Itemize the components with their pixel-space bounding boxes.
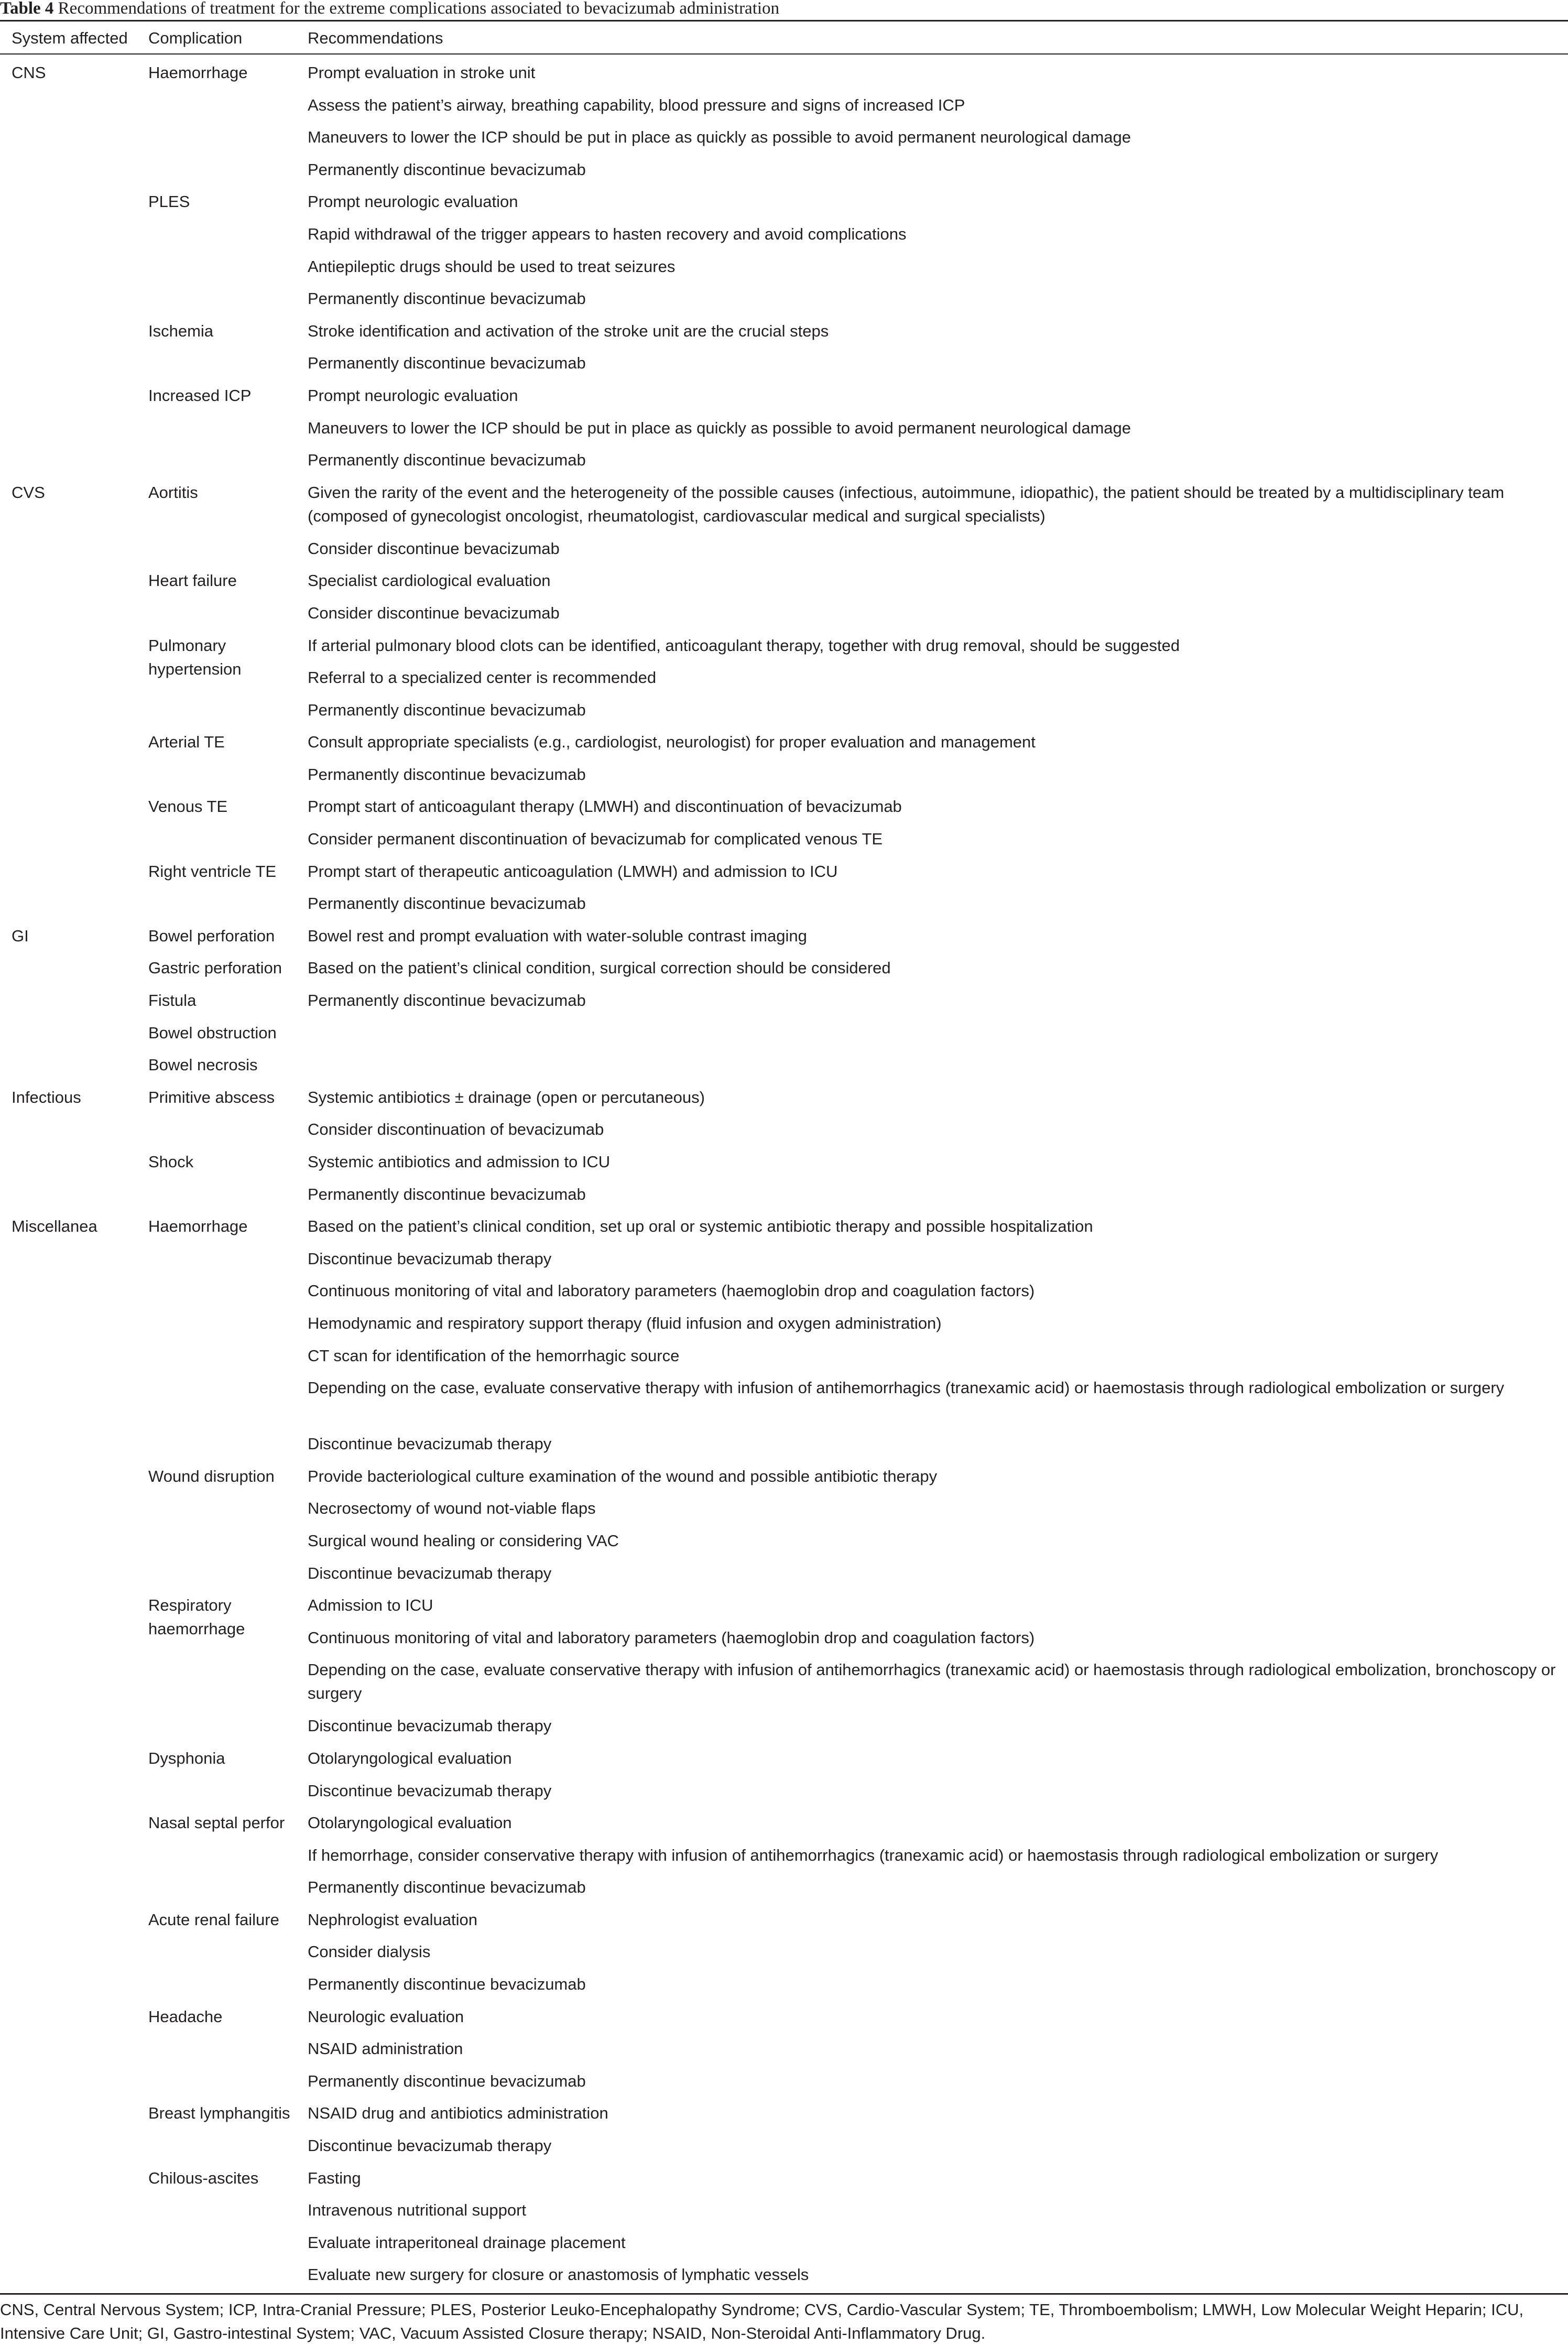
cell-recommendation: Discontinue bevacizumab therapy [308, 2136, 552, 2155]
cell-recommendation: Admission to ICU [308, 1596, 433, 1615]
table-row [0, 1460, 1568, 1493]
cell-complication: Primitive abscess [148, 1088, 275, 1106]
table-row [0, 726, 1568, 758]
cell-recommendation: Referral to a specialized center is recommended [308, 668, 657, 687]
table-row [0, 476, 1568, 533]
cell-complication: Arterial TE [148, 733, 225, 752]
table-caption-text: Recommendations of treatment for the extreme complications associated to bevacizumab administration [53, 0, 780, 18]
cell-recommendation: Prompt evaluation in stroke unit [308, 63, 536, 82]
cell-recommendation: Nephrologist evaluation [308, 1910, 477, 1929]
table-body [0, 57, 1568, 2291]
table-row [0, 533, 1568, 565]
table-bottom-rule [0, 2293, 1568, 2295]
table-caption-label: Table 4 [0, 0, 54, 18]
cell-complication: Nasal septal perfor [148, 1814, 285, 1832]
table-row [0, 2130, 1568, 2162]
cell-recommendation: If arterial pulmonary blood clots can be identified, anticoagulant therapy, together with drug removal, should be suggested [308, 636, 1180, 655]
table-row [0, 283, 1568, 315]
cell-recommendation: Maneuvers to lower the ICP should be put in place as quickly as possible to avoid permanent neurological damage [308, 418, 1131, 437]
table-row [0, 1904, 1568, 1936]
table-row [0, 412, 1568, 444]
cell-recommendation: Systemic antibiotics ± drainage (open or percutaneous) [308, 1088, 705, 1106]
cell-recommendation: CT scan for identification of the hemorrhagic source [308, 1346, 680, 1365]
cell-complication: Dysphonia [148, 1749, 225, 1767]
table-row [0, 564, 1568, 597]
cell-recommendation: Given the rarity of the event and the heterogeneity of the possible causes (infectious, autoimmune, idiopathic), the patient should be treated by a multidisciplinary team (composed of gynecologist oncologist, rheumatologist, cardiovascular medical and surgical specialists) [308, 483, 1505, 525]
table-row [0, 2227, 1568, 2259]
cell-system-affected: CNS [12, 63, 46, 82]
cell-recommendation: Depending on the case, evaluate conservative therapy with infusion of antihemorrhagics (tranexamic acid) or haemostasis through radiological embolization or surgery [308, 1378, 1505, 1397]
cell-system-affected: CVS [12, 483, 45, 502]
table-row [0, 1081, 1568, 1114]
cell-complication: Bowel perforation [148, 926, 275, 945]
table-header [0, 25, 1568, 51]
table-row [0, 154, 1568, 186]
cell-recommendation: Consult appropriate specialists (e.g., cardiologist, neurologist) for proper evaluation and management [308, 733, 1036, 752]
cell-recommendation: Permanently discontinue bevacizumab [308, 289, 586, 308]
cell-recommendation: Neurologic evaluation [308, 2007, 464, 2026]
cell-recommendation: Depending on the case, evaluate conservative therapy with infusion of antihemorrhagics (tranexamic acid) or haemostasis through radiological embolization, bronchoscopy or surgery [308, 1660, 1556, 1703]
cell-recommendation: Continuous monitoring of vital and laboratory parameters (haemoglobin drop and coagulation factors) [308, 1628, 1035, 1647]
cell-complication: Heart failure [148, 571, 237, 590]
table-row [0, 57, 1568, 89]
cell-recommendation: Assess the patient’s airway, breathing capability, blood pressure and signs of increased ICP [308, 95, 965, 114]
table-row [0, 823, 1568, 855]
cell-recommendation: Prompt start of anticoagulant therapy (LMWH) and discontinuation of bevacizumab [308, 797, 902, 816]
cell-complication: Gastric perforation [148, 959, 282, 978]
cell-recommendation: Hemodynamic and respiratory support therapy (fluid infusion and oxygen administration) [308, 1313, 942, 1332]
cell-recommendation: Permanently discontinue bevacizumab [308, 354, 586, 373]
table-row [0, 1654, 1568, 1710]
table-row [0, 1871, 1568, 1904]
table-row [0, 89, 1568, 122]
cell-recommendation: Prompt start of therapeutic anticoagulation (LMWH) and admission to ICU [308, 862, 838, 881]
table-row [0, 694, 1568, 726]
table-row [0, 315, 1568, 348]
cell-recommendation: NSAID administration [308, 2039, 463, 2058]
table-row [0, 1049, 1568, 1081]
cell-recommendation: NSAID drug and antibiotics administration [308, 2104, 608, 2123]
table-row [0, 2097, 1568, 2130]
cell-recommendation: If hemorrhage, consider conservative therapy with infusion of antihemorrhagics (tranexamic acid) or haemostasis through radiological embolization or surgery [308, 1845, 1439, 1864]
cell-complication: Haemorrhage [148, 63, 248, 82]
table-caption [0, 0, 779, 17]
table-row [0, 1622, 1568, 1654]
cell-complication: Acute renal failure [148, 1910, 279, 1929]
cell-recommendation: Surgical wound healing or considering VAC [308, 1531, 619, 1550]
cell-recommendation: Evaluate intraperitoneal drainage placement [308, 2233, 626, 2252]
table-row [0, 1275, 1568, 1307]
table-row [0, 1742, 1568, 1775]
table-row [0, 661, 1568, 694]
table-row [0, 1936, 1568, 1968]
cell-recommendation: Permanently discontinue bevacizumab [308, 451, 586, 470]
cell-recommendation: Consider discontinue bevacizumab [308, 603, 560, 622]
cell-recommendation: Consider permanent discontinuation of bevacizumab for complicated venous TE [308, 830, 883, 849]
cell-recommendation: Consider discontinue bevacizumab [308, 539, 560, 558]
cell-system-affected: GI [12, 926, 29, 945]
cell-recommendation: Antiepileptic drugs should be used to treat seizures [308, 257, 676, 276]
cell-recommendation: Prompt neurologic evaluation [308, 192, 518, 211]
cell-recommendation: Discontinue bevacizumab therapy [308, 1781, 552, 1800]
table-row [0, 1210, 1568, 1243]
table-row [0, 121, 1568, 154]
table-row [0, 379, 1568, 412]
table-row [0, 2033, 1568, 2065]
cell-complication: Bowel obstruction [148, 1023, 277, 1042]
cell-recommendation: Consider dialysis [308, 1942, 431, 1961]
cell-complication: Shock [148, 1153, 194, 1171]
table-row [0, 1178, 1568, 1211]
header-system-affected: System affected [12, 29, 128, 47]
cell-recommendation: Permanently discontinue bevacizumab [308, 160, 586, 179]
table-row [0, 1307, 1568, 1340]
table-row [0, 952, 1568, 984]
header-recommendations: Recommendations [308, 29, 443, 47]
cell-recommendation: Evaluate new surgery for closure or anastomosis of lymphatic vessels [308, 2265, 809, 2284]
cell-recommendation: Prompt neurologic evaluation [308, 386, 518, 405]
cell-complication: Haemorrhage [148, 1217, 248, 1236]
table-row [0, 251, 1568, 283]
table-row [0, 186, 1568, 218]
cell-recommendation: Specialist cardiological evaluation [308, 571, 551, 590]
cell-complication: Increased ICP [148, 386, 252, 405]
table-row [0, 1807, 1568, 1839]
cell-recommendation: Discontinue bevacizumab therapy [308, 1717, 552, 1735]
cell-complication: Bowel necrosis [148, 1056, 258, 1074]
cell-recommendation: Otolaryngological evaluation [308, 1814, 512, 1832]
table-row [0, 758, 1568, 791]
cell-recommendation: Permanently discontinue bevacizumab [308, 765, 586, 784]
cell-complication: Breast lymphangitis [148, 2104, 290, 2123]
cell-complication: Respiratory haemorrhage [148, 1596, 245, 1638]
cell-system-affected: Miscellanea [12, 1217, 97, 1236]
table-row [0, 2162, 1568, 2195]
table-row [0, 2194, 1568, 2227]
table-row [0, 1839, 1568, 1872]
cell-recommendation: Based on the patient’s clinical condition, surgical correction should be considered [308, 959, 891, 978]
cell-recommendation: Permanently discontinue bevacizumab [308, 1975, 586, 1994]
table-row [0, 920, 1568, 952]
cell-recommendation: Based on the patient’s clinical condition, set up oral or systemic antibiotic therapy and possible hospitalization [308, 1217, 1093, 1236]
table-row [0, 1492, 1568, 1525]
cell-recommendation: Fasting [308, 2168, 361, 2187]
cell-complication: Aortitis [148, 483, 198, 502]
table-row [0, 1146, 1568, 1178]
cell-complication: Right ventricle TE [148, 862, 277, 881]
table-row [0, 347, 1568, 379]
cell-recommendation: Permanently discontinue bevacizumab [308, 700, 586, 719]
table-row [0, 887, 1568, 920]
cell-recommendation: Discontinue bevacizumab therapy [308, 1564, 552, 1582]
cell-recommendation: Systemic antibiotics and admission to ICU [308, 1153, 611, 1171]
cell-recommendation: Bowel rest and prompt evaluation with water-soluble contrast imaging [308, 926, 807, 945]
cell-recommendation: Stroke identification and activation of the stroke unit are the crucial steps [308, 321, 829, 340]
cell-recommendation: Permanently discontinue bevacizumab [308, 1185, 586, 1203]
cell-recommendation: Discontinue bevacizumab therapy [308, 1249, 552, 1268]
table-row [0, 1372, 1568, 1428]
table-row [0, 1340, 1568, 1372]
cell-complication: PLES [148, 192, 190, 211]
cell-recommendation: Otolaryngological evaluation [308, 1749, 512, 1767]
cell-complication: Headache [148, 2007, 223, 2026]
cell-recommendation: Continuous monitoring of vital and laboratory parameters (haemoglobin drop and coagulation factors) [308, 1282, 1035, 1300]
table-row [0, 597, 1568, 629]
cell-complication: Pulmonary hypertension [148, 636, 242, 678]
table-row [0, 218, 1568, 251]
cell-complication: Chilous-ascites [148, 2168, 259, 2187]
cell-recommendation: Permanently discontinue bevacizumab [308, 2071, 586, 2090]
table-row [0, 1017, 1568, 1049]
cell-recommendation: Permanently discontinue bevacizumab [308, 894, 586, 913]
table-header-rule [0, 53, 1568, 55]
cell-recommendation: Intravenous nutritional support [308, 2201, 527, 2220]
table-row [0, 984, 1568, 1017]
table-row [0, 855, 1568, 888]
table-row [0, 2001, 1568, 2033]
table-row [0, 1968, 1568, 2001]
cell-system-affected: Infectious [12, 1088, 81, 1106]
table-row [0, 444, 1568, 476]
cell-complication: Wound disruption [148, 1467, 275, 1485]
table-row [0, 1243, 1568, 1275]
table-row [0, 1525, 1568, 1557]
table-row [0, 1710, 1568, 1742]
table-row [0, 790, 1568, 823]
cell-recommendation: Rapid withdrawal of the trigger appears to hasten recovery and avoid complications [308, 224, 907, 243]
cell-recommendation: Permanently discontinue bevacizumab [308, 1878, 586, 1897]
cell-recommendation: Discontinue bevacizumab therapy [308, 1435, 552, 1453]
table-row [0, 1113, 1568, 1146]
cell-recommendation: Permanently discontinue bevacizumab [308, 991, 586, 1010]
cell-recommendation: Maneuvers to lower the ICP should be put in place as quickly as possible to avoid permanent neurological damage [308, 128, 1131, 147]
cell-recommendation: Provide bacteriological culture examination of the wound and possible antibiotic therapy [308, 1467, 938, 1485]
table-top-rule [0, 20, 1568, 21]
table-row [0, 2065, 1568, 2098]
cell-complication: Ischemia [148, 321, 214, 340]
table-row [0, 1428, 1568, 1460]
table-row [0, 1775, 1568, 1807]
header-complication: Complication [148, 29, 243, 47]
cell-complication: Fistula [148, 991, 197, 1010]
table-row [0, 1557, 1568, 1590]
cell-complication: Venous TE [148, 797, 228, 816]
cell-recommendation: Consider discontinuation of bevacizumab [308, 1120, 604, 1139]
table-row [0, 2259, 1568, 2291]
cell-recommendation: Necrosectomy of wound not-viable flaps [308, 1499, 596, 1518]
table-footnote: CNS, Central Nervous System; ICP, Intra-Cranial Pressure; PLES, Posterior Leuko-Encephalopathy Syndrome; CVS, Cardio-Vascular System; TE, Thromboembolism; LMWH, Low Molecular Weight Heparin; ICU, Intensive Care Unit; GI, Gastro-intestinal System; VAC, Vacuum Assisted Closure therapy; NSAID, Non-Steroidal Anti-Inflammatory Drug. [0, 2300, 1524, 2342]
